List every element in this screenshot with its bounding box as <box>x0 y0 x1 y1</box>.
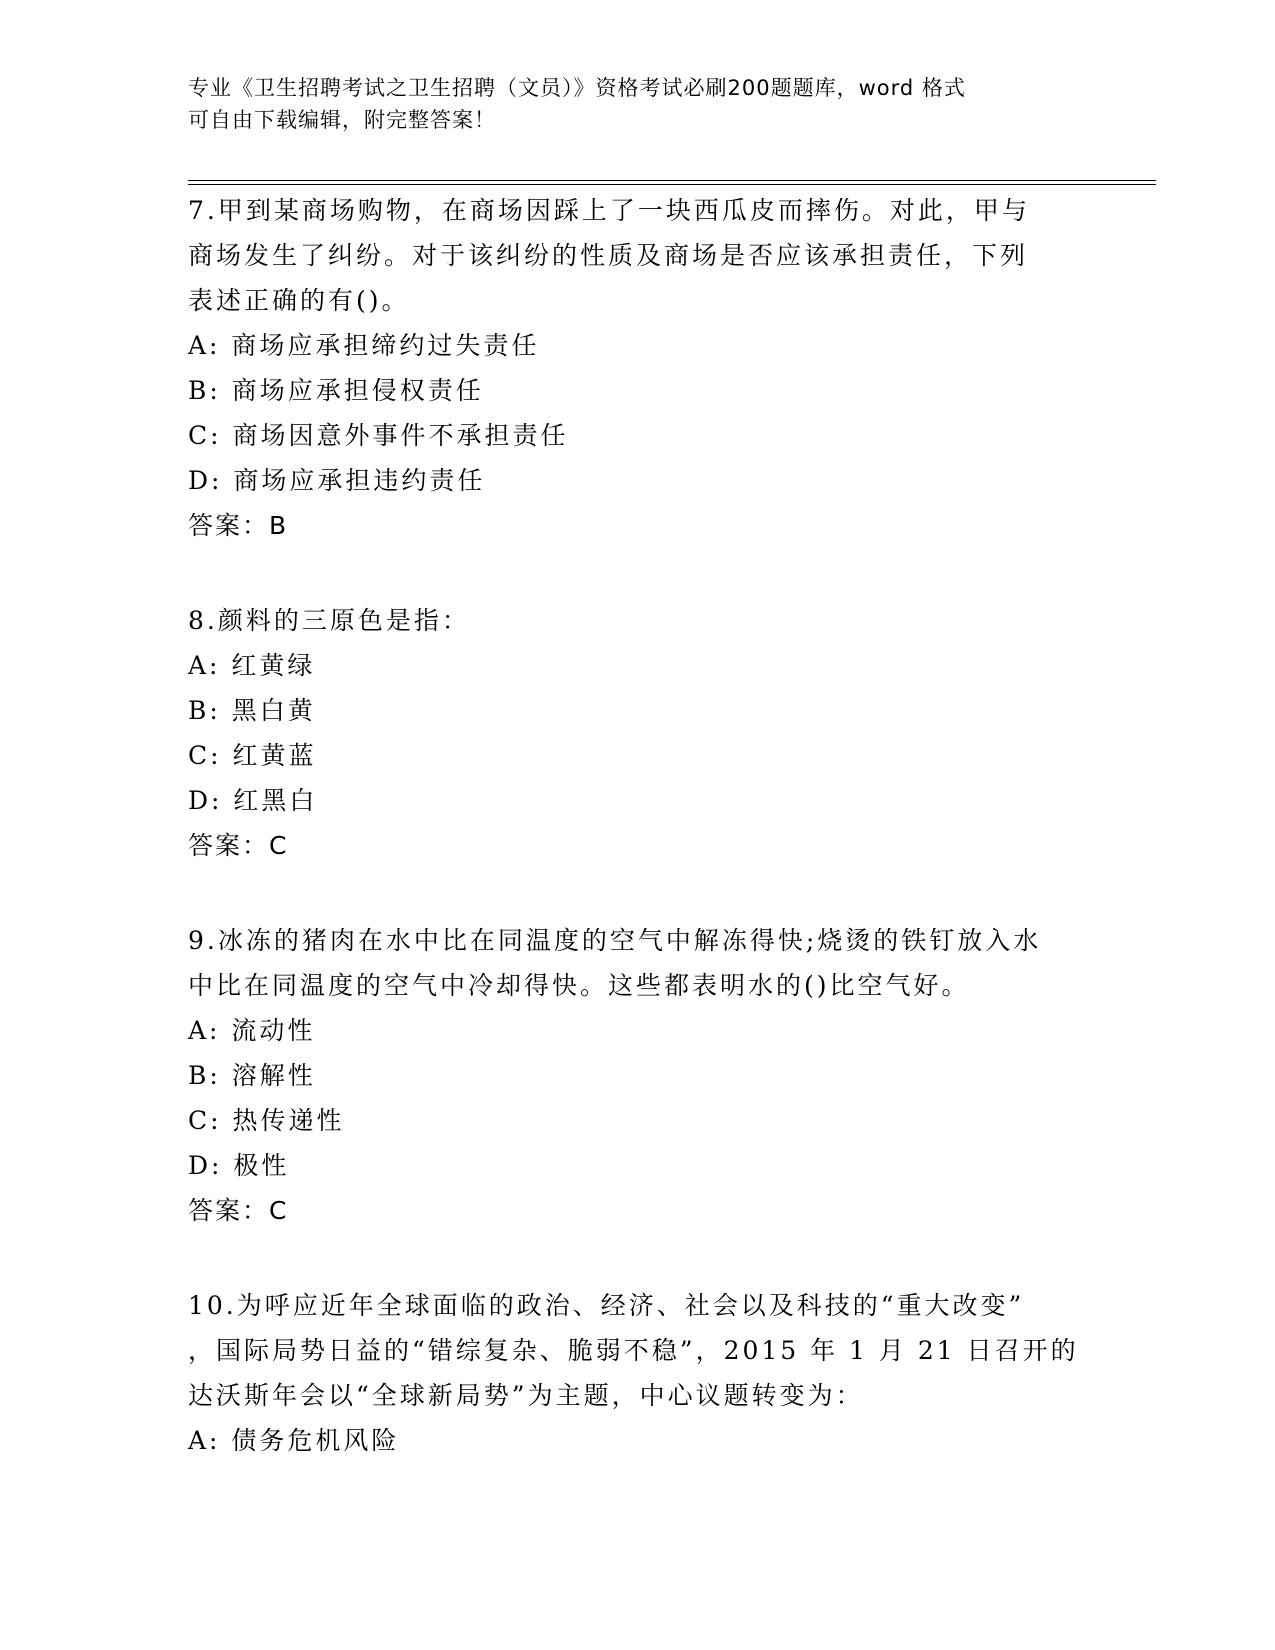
question-stem-line: 中比在同温度的空气中冷却得快。这些都表明水的()比空气好。 <box>188 971 970 1000</box>
question-stem-line: ，国际局势日益的“错综复杂、脆弱不稳”，2015 年 1 月 21 日召开的 <box>188 1336 1079 1365</box>
header-divider-bottom <box>188 184 1156 185</box>
option-b: B: 溶解性 <box>188 1061 316 1090</box>
option-c: C: 商场因意外事件不承担责任 <box>188 421 569 450</box>
option-c: C: 热传递性 <box>188 1106 345 1135</box>
option-d: D: 红黑白 <box>188 786 318 815</box>
question-stem-line: 8.颜料的三原色是指： <box>188 606 470 635</box>
question-stem-line: 表述正确的有()。 <box>188 286 410 315</box>
option-a: A: 红黄绿 <box>188 651 316 680</box>
question-7 <box>188 188 1088 548</box>
question-stem-line: 商场发生了纠纷。对于该纠纷的性质及商场是否应该承担责任，下列 <box>188 241 1029 270</box>
option-d: D: 极性 <box>188 1151 290 1180</box>
option-a: A: 债务危机风险 <box>188 1426 400 1455</box>
question-10 <box>188 1283 1088 1463</box>
answer-label: 答案：C <box>188 831 289 860</box>
question-8 <box>188 598 1088 868</box>
option-d: D: 商场应承担违约责任 <box>188 466 486 495</box>
header-line-1: 专业《卫生招聘考试之卫生招聘（文员）》资格考试必刷200题题库，word 格式 <box>188 76 966 100</box>
option-a: A: 流动性 <box>188 1016 316 1045</box>
option-c: C: 红黄蓝 <box>188 741 317 770</box>
document-header <box>188 72 1068 136</box>
option-b: B: 商场应承担侵权责任 <box>188 376 484 405</box>
question-stem-line: 10.为呼应近年全球面临的政治、经济、社会以及科技的“重大改变” <box>188 1291 1025 1320</box>
question-stem-line: 9.冰冻的猪肉在水中比在同温度的空气中解冻得快;烧烫的铁钉放入水 <box>188 926 1042 955</box>
option-b: B: 黑白黄 <box>188 696 316 725</box>
answer-label: 答案：C <box>188 1196 289 1225</box>
header-divider-top <box>188 180 1156 181</box>
question-stem-line: 7.甲到某商场购物，在商场因踩上了一块西瓜皮而摔伤。对此，甲与 <box>188 196 1030 225</box>
option-a: A: 商场应承担缔约过失责任 <box>188 331 540 360</box>
question-stem-line: 达沃斯年会以“全球新局势”为主题，中心议题转变为： <box>188 1381 864 1410</box>
header-line-2: 可自由下载编辑，附完整答案！ <box>188 108 496 132</box>
question-9 <box>188 918 1088 1233</box>
answer-label: 答案：B <box>188 511 289 540</box>
